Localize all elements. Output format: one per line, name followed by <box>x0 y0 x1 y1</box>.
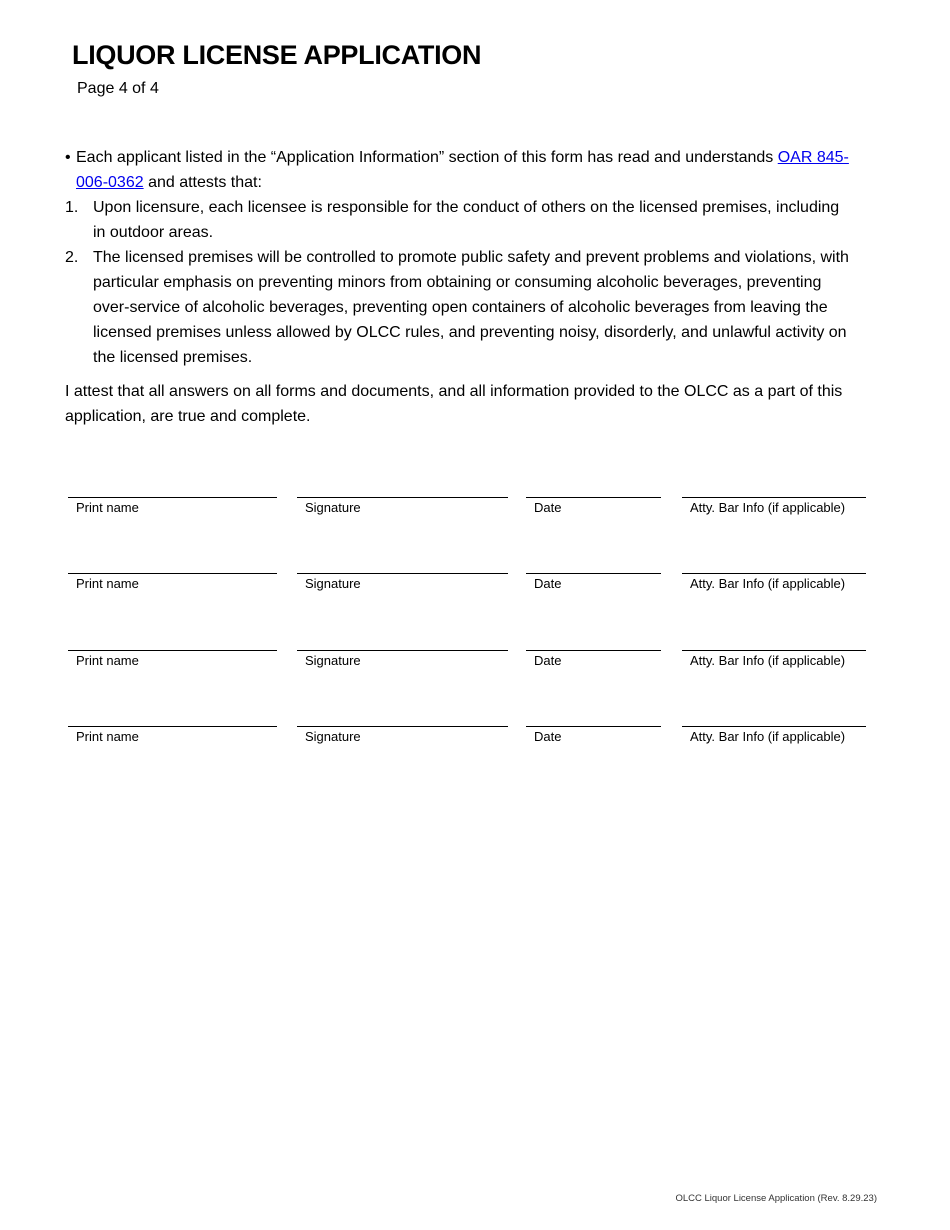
date-label: Date <box>534 500 562 515</box>
footer-revision-note: OLCC Liquor License Application (Rev. 8.29.23) <box>675 1193 877 1204</box>
atty-bar-info-field[interactable] <box>682 573 866 592</box>
list-item-text: The licensed premises will be controlled to promote public safety and prevent problems and violations, with particular emphasis on preventing minors from obtaining or consuming alcoholic beverages, preventing over-service of alcoholic beverages, preventing open containers of alcoholic beverages from leaving the licensed premises unless allowed by OLCC rules, and preventing noisy, disorderly, and unlawful activity on the licensed premises. <box>93 249 849 366</box>
signature-label: Signature <box>305 653 361 668</box>
page-number: Page 4 of 4 <box>77 80 159 97</box>
list-item-number: 2. <box>65 249 79 266</box>
print-name-label: Print name <box>76 576 139 591</box>
oar-rule-link[interactable]: OAR 845-006-0362 <box>76 149 849 191</box>
signature-row <box>68 573 868 597</box>
print-name-label: Print name <box>76 500 139 515</box>
signature-label: Signature <box>305 500 361 515</box>
atty-bar-info-label: Atty. Bar Info (if applicable) <box>690 653 846 668</box>
attestation-section <box>65 145 855 429</box>
print-name-label: Print name <box>76 729 139 744</box>
bullet-icon: • <box>65 149 71 166</box>
signature-field[interactable] <box>297 726 508 745</box>
date-field[interactable] <box>526 650 661 669</box>
date-label: Date <box>534 729 562 744</box>
attestation-statement: I attest that all answers on all forms and documents, and all information provided to the OLCC as a part of this application, are true and complete. <box>65 383 843 425</box>
print-name-field[interactable] <box>68 726 277 745</box>
signature-row <box>68 726 868 750</box>
list-item <box>65 195 855 245</box>
signature-label: Signature <box>305 729 361 744</box>
signature-field[interactable] <box>297 497 508 516</box>
date-field[interactable] <box>526 573 661 592</box>
atty-bar-info-label: Atty. Bar Info (if applicable) <box>690 576 846 591</box>
date-label: Date <box>534 576 562 591</box>
attestation-list <box>65 195 855 370</box>
print-name-field[interactable] <box>68 650 277 669</box>
page-title: LIQUOR LICENSE APPLICATION <box>72 40 482 70</box>
signature-row <box>68 650 868 674</box>
atty-bar-info-label: Atty. Bar Info (if applicable) <box>690 729 846 744</box>
atty-bar-info-field[interactable] <box>682 650 866 669</box>
signature-field[interactable] <box>297 573 508 592</box>
date-label: Date <box>534 653 562 668</box>
print-name-label: Print name <box>76 653 139 668</box>
list-item-text: Upon licensure, each licensee is responsible for the conduct of others on the licensed premises, including in outdoor areas. <box>93 199 840 241</box>
attestation-intro <box>65 145 855 195</box>
atty-bar-info-field[interactable] <box>682 726 866 745</box>
atty-bar-info-label: Atty. Bar Info (if applicable) <box>690 500 846 515</box>
print-name-field[interactable] <box>68 497 277 516</box>
signature-field[interactable] <box>297 650 508 669</box>
print-name-field[interactable] <box>68 573 277 592</box>
signature-row <box>68 497 868 521</box>
date-field[interactable] <box>526 497 661 516</box>
intro-text-before-link: Each applicant listed in the “Application Information” section of this form has read and understands <box>76 149 778 166</box>
atty-bar-info-field[interactable] <box>682 497 866 516</box>
signature-label: Signature <box>305 576 361 591</box>
list-item <box>65 245 855 370</box>
intro-text-after-link: and attests that: <box>143 174 262 191</box>
date-field[interactable] <box>526 726 661 745</box>
list-item-number: 1. <box>65 199 79 216</box>
